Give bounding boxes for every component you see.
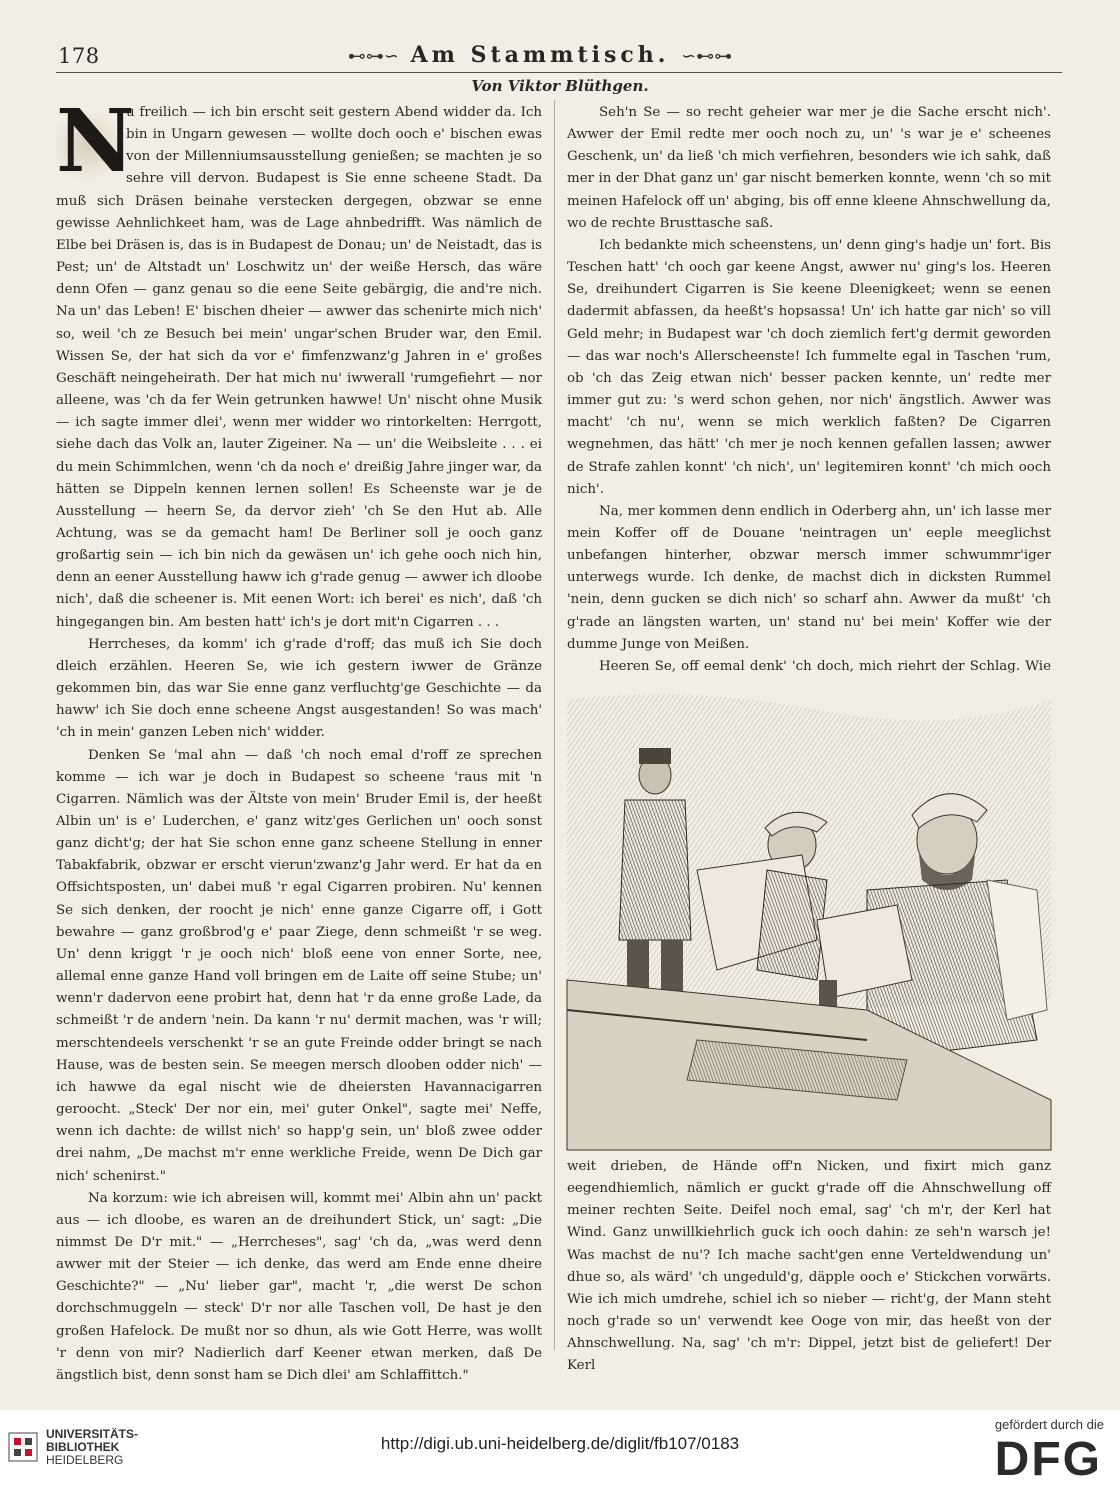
title-ornament-left: ⊷⊶∽ (347, 46, 399, 67)
source-url-link[interactable]: http://digi.ub.uni-heidelberg.de/diglit/fb107/0183 (380, 1434, 740, 1453)
paragraph: N u freilich — ich bin erscht seit gestern Abend widder da. Ich bin in Ungarn gewesen — wollte doch ooch e' bischen ewas von der Millenniumsausstellung genießen; se machten je so sehre vill dervon. Budapest is Sie enne scheene Stadt. Da muß sich Dräsen beinahe verstecken dergegen, obzwar se enne gewisse Aehnlichkeet ham, was de Lage ahnbedrifft. Was nämlich de Elbe bei Dräsen is, das is in Budapest de Donau; un' de Neistadt, das is Pest; un' de Altstadt un' Loschwitz un' der weiße Hersch, das wäre denn Ofen — ganz genau so die eene Seite gebärgig, die and're nich. Na un' das Leben! E' bischen dheier — awwer das schenirte mich nich' so, weil 'ch ze Besuch bei mein' ungar'schen Bruder war, den Emil. Wissen Se, der hat sich da vor e' fimfenzwanz'g Jahren in e' großes Geschäft neingeheirath. Der hat mich nu' iwwerall 'rumgefiehrt — nor alleene, was 'ch da fer Wein getrunken hawwe! Un' nischt ohne Musik — ich sagte immer dlei', wenn mer widder wo rintorkelten: Herrgott, siehe dach das Volk an, lauter Zigeiner. Na — un' die Weibsleite . . . ei du mein Schimmlchen, wenn 'ch da noch e' dreißig Jahre jinger war, da hätten se Dippeln kennen lernen sollen! Es Scheenste war je de Ausstellung — heern Se, da dervor zieh' 'ch Se den Hut ab. Alle Achtung, was se da gemacht ham! De Berliner soll je ooch ganz großartig sein — ich bin nich da gewäsen un' ich gehe ooch nich hin, denn an eener Ausstellung haww ich g'rade genug — awwer ich dloobe nich', daß die scheener is. Mit eenen Wort: ich berei' es nich', daß 'ch hingegangen bin. Am besten hatt' ich's je dort mit'n Cigarren . . . (56, 91, 542, 630)
paragraph: Na, mer kommen denn endlich in Oderberg ahn, un' ich lasse mer mein Koffer off de Douane 'neintragen un' eeple meeglichst unbefangen hinterher, obzwar mersch immer schwummr'iger unterwegs wurde. Ich denke, de machst dich in dicksten Rummel 'nein, denn gucken se dich nich' so scharf ahn. Awwer da mußt' 'ch g'rade an längsten warten, un' stand nu' bei mein' Koffer wie der dumme Junge von Meißen. (567, 503, 1051, 652)
title-text: Am Stammtisch. (410, 42, 670, 68)
paragraph: Na korzum: wie ich abreisen will, kommt mei' Albin ahn un' packt aus — ich dloobe, es waren an de dreihundert Stick, un' sagt: „Die nimmst De D'r mit." — „Herrcheses", sag' 'ch da, „was werd denn awwer mit der Steier — ich denke, das werd am Ende enne dheire Geschichte?" — „Nu' lieber gar", macht 'r, „die werst De schon dorchschmuggeln — steck' D'r nor alle Taschen voll, De hast je den großen Hafelock. De mußt nor so dhun, als wie Gott Herre, was wollt 'r denn von mir? Nadierlich darf Keener etwan merken, daß De ängstlich bist, denn sonst ham se Dich dlei' am Schlaffittch." (56, 1190, 542, 1383)
dropcap-initial: N (56, 91, 135, 192)
library-name[interactable]: UNIVERSITÄTS- BIBLIOTHEK HEIDELBERG (46, 1427, 139, 1467)
dfg-logo[interactable]: DFG (994, 1433, 1102, 1486)
column-divider (554, 100, 555, 1350)
right-column-bottom (567, 1156, 1051, 1374)
page-number: 178 (58, 44, 100, 68)
paragraph: Ich bedankte mich scheenstens, un' denn ging's hadje un' fort. Bis Teschen hatt' 'ch ooch gar keene Angst, awwer nu' ging's los. Heeren Se, dreihundert Cigarren is Sie keene Dleenigkeet; wenn se eenen dadermit abfassen, da heeßt's hopsassa! Un' ich hatte gar nich' so vill Geld mehr; in Budapest war 'ch doch ziemlich fert'g dermit geworden — das war noch's Allerscheenste! Ich fummelte egal in Taschen 'rum, ob 'ch das Zeig etwan nich' besser packen kennte, un' redte mer immer gut zu: 's werd schon gehen, nor nich' ängstlich. Awwer was macht' 'ch nu', wenn se mich werklich faßten? De Cigarren wegnehmen, das hätt' 'ch mer je noch kennen gefallen lassen; awwer de Strafe zahlen konnt' 'ch nich', un' legitemiren konnt' 'ch mich ooch nich'. (567, 237, 1051, 497)
left-column (56, 91, 542, 1383)
paragraph: Seh'n Se — so recht geheier war mer je die Sache erscht nich'. Awwer der Emil redte mer ooch noch zu, un' 's war je e' scheenes Geschenk, un' da ließ 'ch mich verfiehren, besonders wie ich sahk, daß mer in der Dhat ganz un' gar nischt bemerken konnte, wenn 'ch so mit meinen Hafelock off un' abging, bis off enne kleene Ahnschwellung da, wo de rechte Brusttasche saß. (567, 105, 1051, 231)
paragraph: Heeren Se, off eemal denk' 'ch doch, mich riehrt der Schlag. Wie (599, 658, 1051, 674)
university-library-logo-icon (8, 1432, 38, 1462)
header-rule (56, 72, 1062, 73)
article-title (340, 42, 740, 68)
paragraph: Denken Se 'mal ahn — daß 'ch noch emal d'roff ze sprechen komme — ich war je doch in Budapest so scheene 'raus mit 'n Cigarren. Nämlich was der Ältste von mein' Bruder Emil is, der heeßt Albin un' is e' Luderchen, e' ganz witz'ges Gerlichen un' ooch sonst ganz dicht'g; der hat Sie schon enne ganz scheene Stellung in enner Tabakfabrik, obzwar er erscht vierun'zwanz'g Jahr werd. Er hat da en Offsichtsposten, un' dabei muß 'r egal Cigarren probiren. Nu' kennen Se sich denken, der roocht je nich' enne ganze Cigarre off, i Gott bewahre — ganz großbrod'g e' paar Ziege, denn schmeißt 'r se weg. Un' denn kriggt 'r je ooch nich' bloß eene von enner Sorte, nee, allemal enne ganze Hand voll bringen em de Laite off seine Stube; un' wenn'r dadervon eene probirt hat, denn hat 'r da enne große Lade, da schmeißt 'r de andern 'nein. Da kann 'r nu' dermit machen, was 'r will; merschtendeels verschenkt 'r se an gute Freinde odder bringt se nach Hause, was de besten sein. Se meegen mersch dlooben odder nich' — ich hawwe da egal nischt wie de dheiersten Havannacigarren geroocht. „Steck' Der nor ein, mei' guter Onkel", sagte mei' Neffe, wenn ich dachte: de willst nich' so happ'g sein, un' bloß zwee odder drei nahm, „De machst m'r enne werkliche Freide, wenn De Dich gar nich' schenirst." (56, 747, 542, 1184)
right-column-top (567, 102, 1051, 677)
paragraph: Herrcheses, da komm' ich g'rade d'roff; das muß ich Sie doch dleich erzählen. Heeren Se, wie ich gestern iwwer de Gränze gekommen bin, das war Sie enne ganz verfluchtg'ge Geschichte — da haww' ich Sie doch enne scheene Angst ausgestanden! So was mach' 'ch in mein' ganzen Leben nich' widder. (56, 636, 542, 741)
funding-note: gefördert durch die (994, 1417, 1104, 1432)
customs-officer-illustration (567, 680, 1051, 1150)
paragraph: weit drieben, de Hände off'n Nicken, und fixirt mich ganz eegendhiemlich, nämlich er guckt g'rade off die Ahnschwellung off meiner rechten Seite. Deifel noch emal, sag' 'ch m'r, der Kerl hat Wind. Ganz unwillkiehrlich guck ich ooch dahin: ze seh'n warsch je! Was machst de nu'? Ich mache sacht'gen enne Verteldwendung un' dhue so, als wärd' 'ch ungeduld'g, däpple ooch e' Stickchen vorwärts. Wie ich mich umdrehe, schiel ich so nieber — richt'g, der Mann steht noch g'rade so un' verwendt kee Ooge von mir, das heeßt von der Ahnschwellung. Na, sag' 'ch m'r: Dippel, jetzt bist de geliefert! Der Kerl (567, 1159, 1051, 1374)
title-ornament-right: ∽⊷⊶ (681, 46, 733, 67)
byline: Von Viktor Blüthgen. (471, 77, 649, 95)
